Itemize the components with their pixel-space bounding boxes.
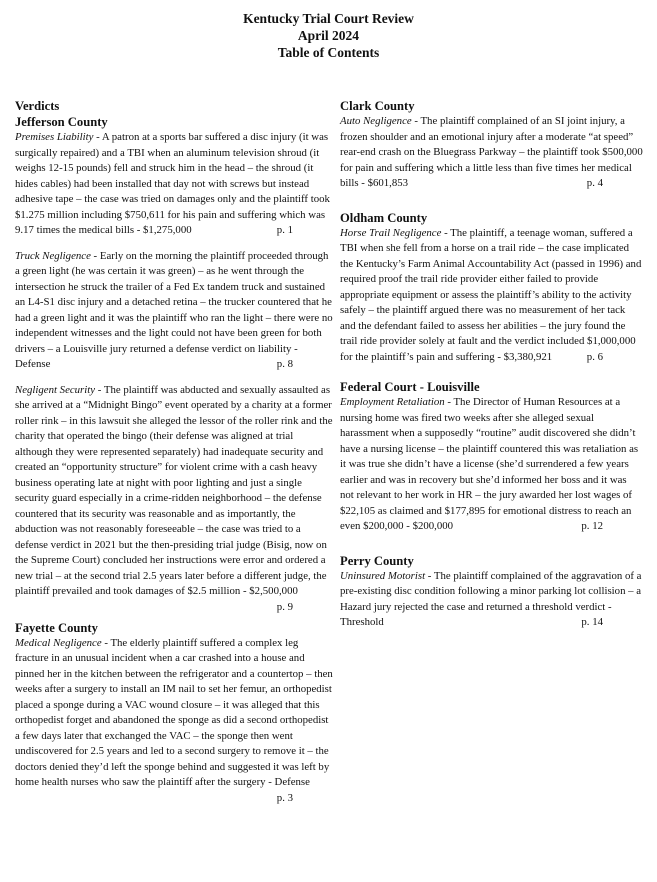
county-heading-fayette: Fayette County — [15, 620, 98, 635]
case-summary: - The plaintiff complained of an SI joint injury, a frozen shoulder and an emotional injury after a moderate “at speed” rear-end crash on the Bluegrass Parkway – the plaintiff took $500,000 for pain and suffering which a little less than five times her medical bills - $601,853 — [340, 115, 643, 189]
toc-entry — [15, 383, 333, 613]
left-column — [15, 98, 333, 806]
page-reference: p. 8 — [276, 358, 293, 370]
case-summary: - Early on the morning the plaintiff proceeded through a green light (he was certain it was green) – as he went through the intersection he struck the trailer of a Fed Ex tandem truck and sustained an L4-S1 disc injury and a detached retina – the trucker countered that he had a green light and it was the plaintiff who ran the light – there were no independent witnesses and the light could not have been green for both drivers – a Louisville jury returned a defense verdict on liability - Defense — [15, 249, 333, 370]
toc-entry — [15, 636, 333, 804]
case-summary: - The Director of Human Resources at a nursing home was fired two weeks after she alleged sexual harassment when a supposedly “routine” audit discovered she didn’t have a nursing license – the plaintiff countered this was retaliation as it was true she didn’t have a license (she’d surrendered a few years earlier and was in recovery but she’d informed her boss and it was not relevant to her work in HR – the jury awarded her lost wages of $22,105 as claimed and $177,895 for emotional distress to reach an even $200,000 - $200,000 — [340, 396, 639, 532]
toc-entry — [340, 114, 643, 192]
toc-entry — [340, 395, 643, 535]
county-heading-clark: Clark County — [340, 99, 415, 113]
toc-entry — [15, 249, 333, 373]
toc-entry — [340, 569, 643, 631]
case-category: Premises Liability — [15, 131, 94, 143]
case-category: Auto Negligence — [340, 115, 412, 127]
case-summary: - The elderly plaintiff suffered a complex leg fracture in an unusual incident when a car crashed into a house and pinned her in the kitchen between the refrigerator and a countertop – then weeks after a surgery to install an IM nail to set her femur, an orthopedist placed a sponge during a VAC wound closure – it was alleged that this orthopedist forget and abandoned the sponge as did a second orthopedist a few days later that exchanged the VAC – the sponge then went undiscovered for 2.5 years and led to a second surgery to remove it – the doctors denied they’d left the sponge behind and suggested it was left by home health nurses who saw the plaintiff after the surgery - Defense — [15, 636, 333, 788]
case-summary: - The plaintiff was abducted and sexually assaulted as she arrived at a “Midnight Bingo” event operated by a charity at a former roller rink – in this lawsuit she alleged the lessor of the roller rink and the charity that operated the bingo (their defense was aligned at trial although they were represented separately) had inadequate security and created an “opportunity structure” for violent crime with a cash heavy business operating late at night with poor lighting and just a single security guard especially in a crime-ridden neighborhood – the defense countered that its security was reasonable and as importantly, the abduction was not reasonably foreseeable – the case was tried to a defense verdict in 2021 but the then-presiding trial judge (Bisig, now on the Supreme Court) concluded her instructions were error and ordered a new trial – at the second trial 2.5 years later before a different judge, the plaintiff prevailed and took damages of $2.5 million - $2,500,000 — [15, 383, 333, 597]
case-summary: - The plaintiff, a teenage woman, suffered a TBI when she fell from a horse on a trail ride – the case implicated the Kentucky’s Farm Animal Accountability Act (passed in 1996) and required proof the trail ride provider either failed to provide appropriate equipment or assess the plaintiff’s ability to the activity safely – the plaintiff argued there was no measurement of her tack and the defendant failed to assess her abilities – the jury found the trail ride provider solely at fault and the verdict included $1,000,000 for the plaintiff’s pain and suffering - $3,380,921 — [340, 226, 642, 363]
right-column — [340, 98, 643, 641]
issue-date: April 2024 — [297, 28, 360, 43]
county-heading-federal: Federal Court - Louisville — [340, 380, 480, 394]
publication-title: Kentucky Trial Court Review — [243, 11, 414, 26]
page-reference: p. 14 — [581, 616, 603, 628]
page-reference: p. 1 — [276, 224, 293, 236]
toc-entry — [15, 130, 333, 239]
toc-title: Table of Contents — [277, 45, 380, 60]
page-reference: p. 6 — [586, 350, 603, 363]
page-reference: p. 12 — [581, 520, 603, 532]
case-category: Negligent Security — [15, 383, 96, 396]
case-category: Medical Negligence — [15, 636, 102, 649]
county-heading-oldham: Oldham County — [340, 210, 428, 225]
page-reference: p. 3 — [276, 791, 293, 804]
county-heading-perry: Perry County — [340, 553, 414, 568]
case-category: Employment Retaliation — [340, 396, 445, 408]
case-category: Uninsured Motorist — [340, 569, 426, 582]
document-header — [0, 10, 657, 61]
page-reference: p. 4 — [586, 177, 603, 189]
case-summary: - A patron at a sports bar suffered a disc injury (it was surgically repaired) and a TBI when an aluminum television shroud (it weighs 12-15 pounds) fell and struck him in the head – the shroud (it hides cables) had been installed that day not with screws but instead adhesive tape – the case was tried on damages only and the plaintiff took $1.275 million including $750,611 for his pain and suffering which was 9.17 times the medical bills - $1,275,000 — [15, 131, 330, 236]
case-summary: - The plaintiff complained of the aggravation of a pre-existing disc condition following a minor parking lot collision – a Hazard jury rejected the case and returned a threshold verdict - Threshold — [340, 569, 642, 628]
county-heading-jefferson: Jefferson County — [15, 115, 108, 129]
section-heading-verdicts: Verdicts — [15, 99, 60, 113]
case-category: Horse Trail Negligence — [340, 226, 442, 239]
case-category: Truck Negligence — [15, 249, 91, 262]
page-reference: p. 9 — [276, 600, 293, 613]
toc-entry — [340, 226, 643, 366]
